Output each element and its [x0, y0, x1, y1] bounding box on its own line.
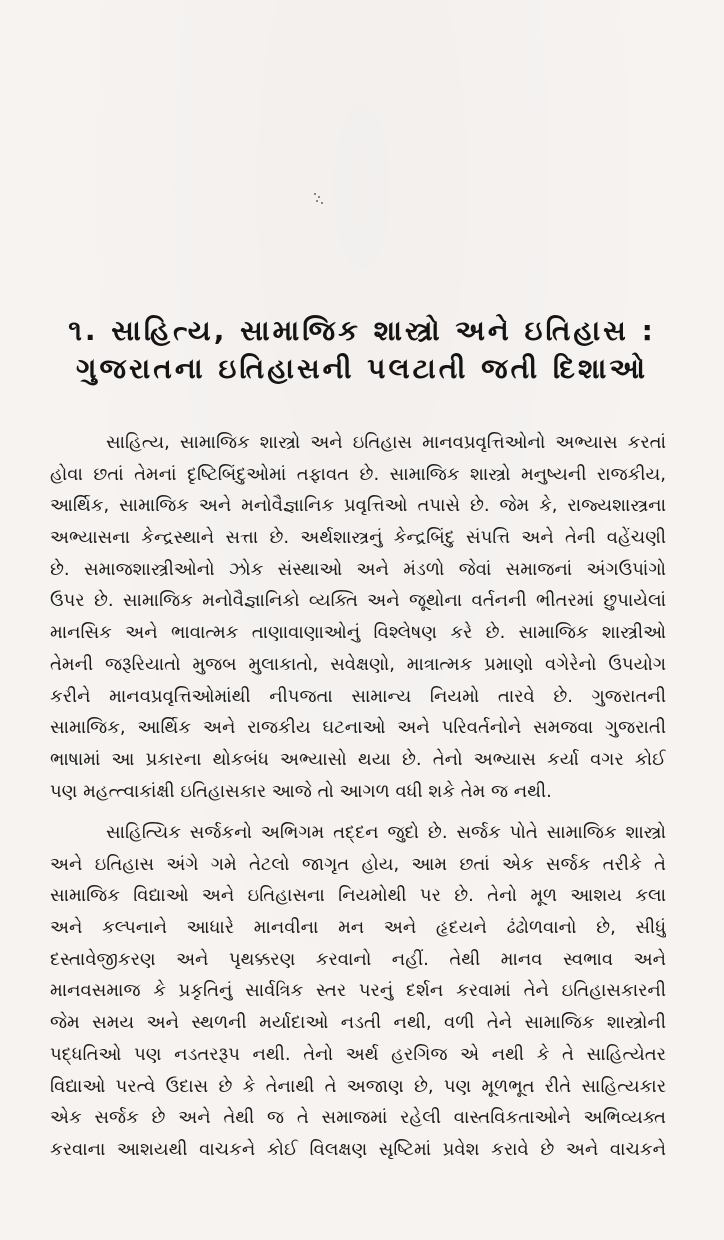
- text-line: પદ્ધતિઓ પણ નડતરરૂપ નથી. તેનો અર્થ હરગિજ એ નથી કે તે સાહિત્યેતર: [50, 1043, 666, 1065]
- text-line: સાહિત્ય, સામાજિક શાસ્ત્રો અને ઇતિહાસ માનવપ્રવૃત્તિઓનો અભ્યાસ કરતાં: [106, 432, 666, 453]
- chapter-title-line-1: ૧. સાહિત્ય, સામાજિક શાસ્ત્રો અને ઇતિહાસ :: [68, 314, 656, 347]
- paragraph-1: [50, 427, 666, 807]
- text-line: ઉપર છે. સામાજિક મનોવૈજ્ઞાનિકો વ્યક્તિ અને જૂથોના વર્તનની ભીતરમાં છુપાયેલાં: [50, 590, 666, 612]
- text-line: દસ્તાવેજીકરણ અને પૃથક્કરણ કરવાનો નહીં. તેથી માનવ સ્વભાવ અને: [50, 948, 666, 970]
- text-line: ભાષામાં આ પ્રકારના થોકબંધ અભ્યાસો થયા છે. તેનો અભ્યાસ કર્યા વગર કોઈ: [50, 748, 666, 770]
- paragraph-2: [50, 817, 666, 1166]
- text-line: એક સર્જક છે અને તેથી જ તે સમાજમાં રહેલી વાસ્તવિકતાઓને અભિવ્યક્ત: [50, 1107, 666, 1129]
- text-line: આર્થિક, સામાજિક અને મનોવૈજ્ઞાનિક પ્રવૃત્તિઓ તપાસે છે. જેમ કે, રાજ્યશાસ્ત્રના: [50, 495, 666, 517]
- text-line: સામાજિક વિદ્યાઓ અને ઇતિહાસના નિયમોથી પર છે. તેનો મૂળ આશય કલા: [50, 885, 666, 907]
- text-line: વિદ્યાઓ પરત્વે ઉદાસ છે કે તેનાથી તે અજાણ છે, પણ મૂળભૂત રીતે સાહિત્યકાર: [50, 1075, 666, 1097]
- text-line: માનવસમાજ કે પ્રકૃતિનું સાર્વત્રિક સ્તર પરનું દર્શન કરવામાં તેને ઇતિહાસકારની: [50, 980, 666, 1002]
- text-line: માનસિક અને ભાવાત્મક તાણાવાણાઓનું વિશ્લેષણ કરે છે. સામાજિક શાસ્ત્રીઓ: [50, 622, 666, 644]
- ink-speck: [312, 192, 324, 206]
- text-line: અભ્યાસના કેન્દ્રસ્થાને સત્તા છે. અર્થશાસ્ત્રનું કેન્દ્રબિંદુ સંપત્તિ અને તેની વહેંચણી: [50, 527, 666, 549]
- text-line: કરવાના આશયથી વાચકને કોઈ વિલક્ષણ સૃષ્ટિમાં પ્રવેશ કરાવે છે અને વાચકને: [50, 1138, 666, 1160]
- text-line: સામાજિક, આર્થિક અને રાજકીય ઘટનાઓ અને પરિવર્તનોને સમજવા ગુજરાતી: [50, 717, 666, 739]
- text-line: છે. સમાજશાસ્ત્રીઓનો ઝોક સંસ્થાઓ અને મંડળો જેવાં સમાજનાં અંગઉપાંગો: [50, 558, 666, 580]
- text-line: સાહિત્યિક સર્જકનો અભિગમ તદ્દન જુદો છે. સર્જક પોતે સામાજિક શાસ્ત્રો: [106, 822, 666, 843]
- text-line: જેમ સમય અને સ્થળની મર્યાદાઓ નડતી નથી, વળી તેને સામાજિક શાસ્ત્રોની: [50, 1012, 666, 1034]
- text-line: પણ મહત્ત્વાકાંક્ષી ઇતિહાસકાર આજે તો આગળ વધી શકે તેમ જ નથી.: [50, 780, 552, 802]
- text-line: કરીને માનવપ્રવૃત્તિઓમાંથી નીપજતા સામાન્ય નિયમો તારવે છે. ગુજરાતની: [50, 685, 666, 707]
- text-line: તેમની જરૂરિયાતો મુજબ મુલાકાતો, સવેક્ષણો, માત્રાત્મક પ્રમાણો વગેરેનો ઉપયોગ: [50, 653, 666, 675]
- text-line: અને ઇતિહાસ અંગે ગમે તેટલો જાગૃત હોય, આમ છતાં એક સર્જક તરીકે તે: [50, 853, 666, 875]
- text-line: અને કલ્પનાને આધારે માનવીના મન અને હૃદયને ઢંઢોળવાનો છે, સીધું: [50, 917, 666, 939]
- chapter-title-line-2: ગુજરાતના ઇતિહાસની પલટાતી જતી દિશાઓ: [76, 352, 648, 385]
- text-line: હોવા છતાં તેમનાં દૃષ્ટિબિંદુઓમાં તફાવત છે. સામાજિક શાસ્ત્રો મનુષ્યની રાજકીય,: [50, 463, 666, 485]
